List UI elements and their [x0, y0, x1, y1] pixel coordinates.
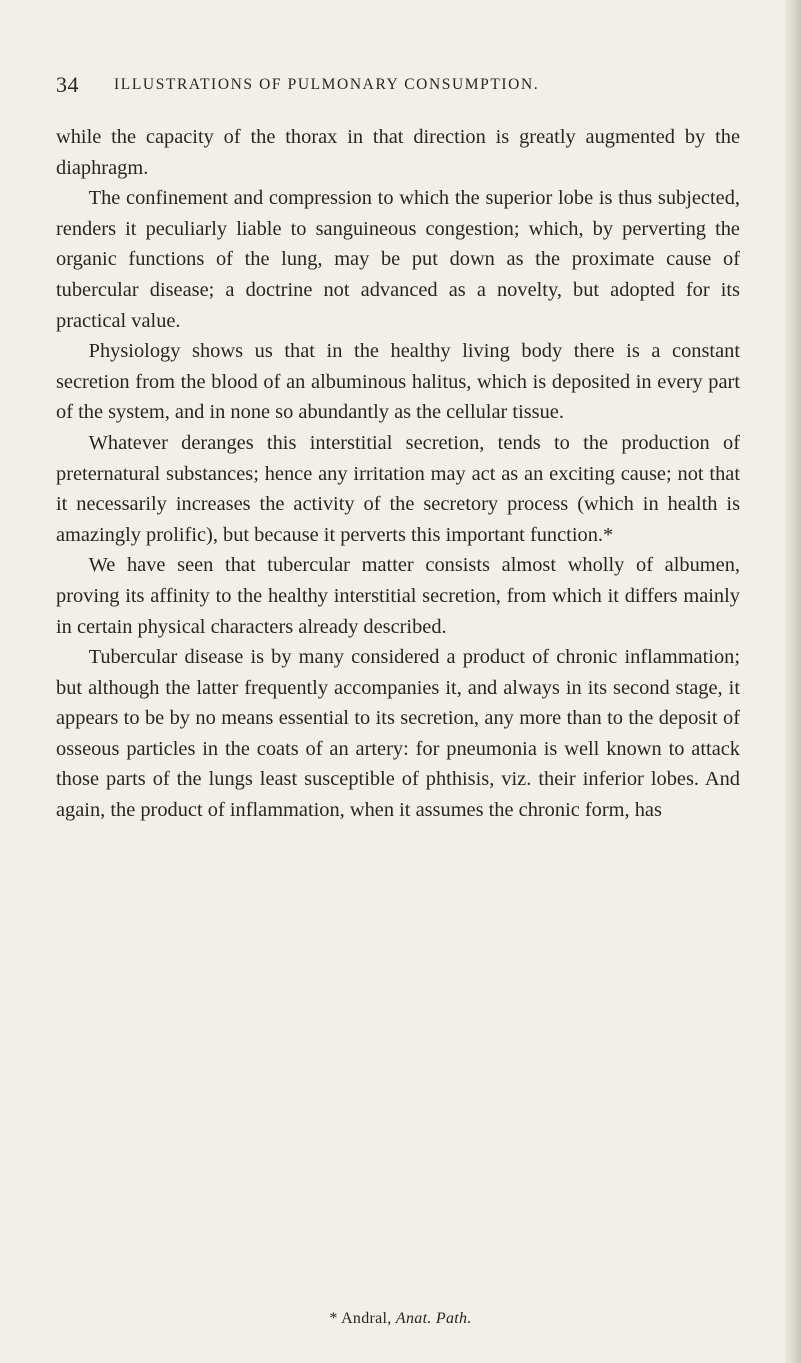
- page-edge-shadow: [785, 0, 801, 1363]
- paragraph-2: The confinement and compression to which the superior lobe is thus subjected, renders it peculiarly liable to sanguineous congestion; which, by perverting the organic functions of the lung, may be put down as the proximate cause of tubercular disease; a doctrine not advanced as a novelty, but adopted for its practical value.: [56, 187, 740, 332]
- paragraph-3: Physiology shows us that in the healthy living body there is a constant secretion from the blood of an albuminous halitus, which is deposited in every part of the system, and in none so abundantly as the cellular tissue.: [56, 340, 740, 424]
- page-number: 34: [56, 72, 79, 97]
- running-head: ILLUSTRATIONS OF PULMONARY CONSUMPTION.: [114, 76, 540, 93]
- footnote-work: Anat. Path.: [395, 1310, 472, 1327]
- paragraph-4: Whatever deranges this interstitial secretion, tends to the production of preternatural substances; hence any irritation may act as an exciting cause; not that it necessarily increases the activity of the secretory process (which in health is amazingly prolific), but because it perverts this important function.*: [56, 431, 740, 546]
- footnote: [0, 1310, 801, 1328]
- paragraph-1: while the capacity of the thorax in that direction is greatly augmented by the diaphragm.: [56, 126, 740, 179]
- footnote-author: Andral,: [341, 1310, 392, 1327]
- paragraph-6: Tubercular disease is by many considered a product of chronic inflammation; but although the latter frequently accompanies it, and always in its second stage, it appears to be by no means essential to its secretion, any more than to the deposit of osseous particles in the coats of an artery: for pneumonia is well known to attack those parts of the lungs least susceptible of phthisis, viz. their inferior lobes. And again, the product of inflammation, when it assumes the chronic form, has: [56, 646, 740, 822]
- paragraph-5: We have seen that tubercular matter consists almost wholly of albumen, proving its affinity to the healthy interstitial secretion, from which it differs mainly in certain physical characters already described.: [56, 554, 740, 638]
- footnote-marker: *: [329, 1310, 338, 1327]
- body-text: [56, 122, 740, 826]
- page-header: [56, 72, 756, 106]
